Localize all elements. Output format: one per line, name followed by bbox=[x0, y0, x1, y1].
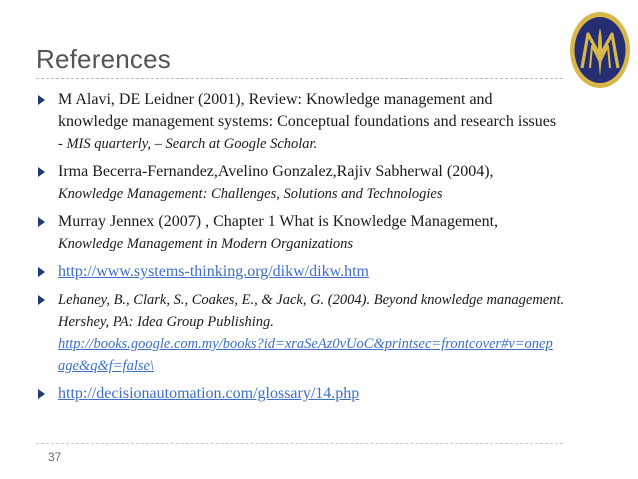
ref5-link-part1[interactable]: http://books.google.com.my/books?id=xraSeAz0vUoC&printsec=frontcover#v=onep bbox=[58, 336, 553, 352]
reference-item-3 bbox=[36, 211, 616, 255]
bullet-icon bbox=[38, 389, 45, 399]
bullet-icon bbox=[38, 217, 45, 227]
reference-list bbox=[36, 89, 616, 411]
bullet-icon bbox=[38, 95, 45, 105]
bullet-icon bbox=[38, 295, 45, 305]
university-logo-icon bbox=[568, 10, 632, 90]
footer-divider bbox=[36, 443, 563, 444]
reference-item-6 bbox=[36, 383, 616, 405]
reference-item-2 bbox=[36, 161, 616, 205]
ref1-line3: - MIS quarterly, – Search at Google Scholar. bbox=[58, 136, 318, 152]
ref1-line1: M Alavi, DE Leidner (2001), Review: Knowledge management and bbox=[58, 91, 493, 108]
ref4-link[interactable]: http://www.systems-thinking.org/dikw/dikw.htm bbox=[58, 263, 369, 280]
ref6-link[interactable]: http://decisionautomation.com/glossary/14.php bbox=[58, 385, 360, 402]
ref3-line2: Knowledge Management in Modern Organizations bbox=[58, 236, 354, 252]
ref3-line1: Murray Jennex (2007) , Chapter 1 What is Knowledge Management, bbox=[58, 213, 499, 230]
title-divider bbox=[36, 78, 563, 79]
slide-title: References bbox=[36, 44, 171, 74]
ref5-link-part2[interactable]: age&q&f=false\ bbox=[58, 358, 154, 374]
reference-item-4 bbox=[36, 261, 616, 283]
ref2-line1: Irma Becerra-Fernandez,Avelino Gonzalez,Rajiv Sabherwal (2004), bbox=[58, 163, 494, 180]
reference-item-1 bbox=[36, 89, 616, 155]
ref2-line2: Knowledge Management: Challenges, Solutions and Technologies bbox=[58, 186, 443, 202]
ref5-line2: Hershey, PA: Idea Group Publishing. bbox=[58, 314, 274, 330]
reference-item-5 bbox=[36, 289, 616, 377]
page-number: 37 bbox=[48, 450, 62, 464]
bullet-icon bbox=[38, 167, 45, 177]
ref5-line1: Lehaney, B., Clark, S., Coakes, E., & Jack, G. (2004). Beyond knowledge management. bbox=[58, 292, 565, 308]
ref1-line2: knowledge management systems: Conceptual foundations and research issues bbox=[58, 113, 557, 130]
bullet-icon bbox=[38, 267, 45, 277]
